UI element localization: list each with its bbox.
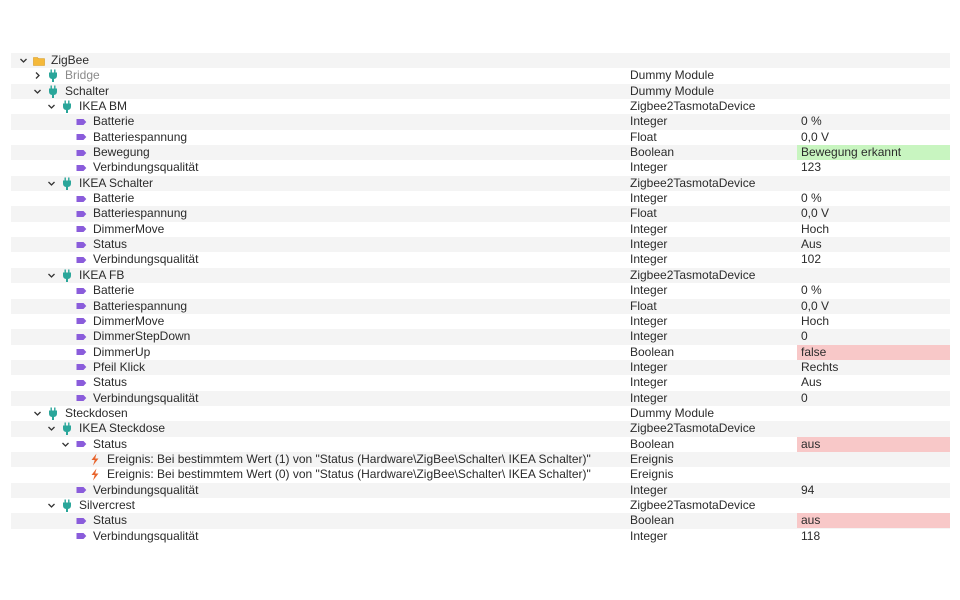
tree-row[interactable]	[11, 114, 950, 129]
object-type: Float	[630, 206, 657, 221]
object-value: 94	[801, 482, 815, 497]
variable-icon	[75, 206, 87, 221]
chevron-down-icon[interactable]	[46, 498, 56, 513]
chevron-down-icon[interactable]	[46, 99, 56, 114]
tree-row[interactable]	[11, 467, 950, 482]
object-name: Status	[93, 375, 128, 390]
object-value: 0,0 V	[801, 298, 830, 313]
object-value: 123	[801, 160, 822, 175]
object-type: Integer	[630, 252, 668, 267]
tree-row[interactable]	[11, 345, 950, 360]
tree-row[interactable]	[11, 391, 950, 406]
variable-icon	[75, 252, 87, 267]
variable-icon	[75, 329, 87, 344]
object-type: Integer	[630, 359, 668, 374]
event-icon	[89, 452, 101, 467]
object-name: Steckdosen	[65, 405, 128, 420]
variable-icon	[75, 529, 87, 544]
object-value: 0 %	[801, 191, 822, 206]
event-icon	[89, 467, 101, 482]
object-value: 0,0 V	[801, 206, 830, 221]
module-icon	[47, 406, 59, 421]
chevron-down-icon[interactable]	[46, 176, 56, 191]
object-name: Batterie	[93, 191, 135, 206]
object-value: false	[797, 345, 950, 360]
chevron-down-icon[interactable]	[46, 421, 56, 436]
object-value: 0 %	[801, 114, 822, 129]
variable-icon	[75, 145, 87, 160]
object-name: Silvercrest	[79, 497, 136, 512]
module-icon	[61, 498, 73, 513]
variable-icon	[75, 130, 87, 145]
tree-row[interactable]	[11, 498, 950, 513]
tree-row[interactable]	[11, 283, 950, 298]
object-name: IKEA Steckdose	[79, 421, 166, 436]
object-name: Batterie	[93, 114, 135, 129]
object-type: Integer	[630, 313, 668, 328]
variable-icon	[75, 483, 87, 498]
tree-row[interactable]	[11, 160, 950, 175]
object-value: 0,0 V	[801, 129, 830, 144]
object-name: Schalter	[65, 83, 110, 98]
object-type: Dummy Module	[630, 83, 715, 98]
tree-row[interactable]	[11, 483, 950, 498]
object-type: Zigbee2TasmotaDevice	[630, 267, 756, 282]
object-name: ZigBee	[51, 53, 90, 67]
object-type: Integer	[630, 329, 668, 344]
variable-icon	[75, 513, 87, 528]
tree-row[interactable]	[11, 299, 950, 314]
object-name: Batteriespannung	[93, 129, 188, 144]
object-value: Rechts	[801, 359, 839, 374]
object-name: Status	[93, 436, 128, 451]
object-name: Bewegung	[93, 145, 150, 160]
tree-row[interactable]	[11, 206, 950, 221]
tree-row[interactable]	[11, 237, 950, 252]
object-tree[interactable]	[11, 53, 950, 544]
chevron-down-icon[interactable]	[46, 268, 56, 283]
object-name: DimmerMove	[93, 313, 165, 328]
object-value: Hoch	[801, 313, 830, 328]
tree-row[interactable]	[11, 314, 950, 329]
tree-row[interactable]	[11, 145, 950, 160]
object-type: Boolean	[630, 513, 675, 528]
chevron-down-icon[interactable]	[32, 406, 42, 421]
object-type: Boolean	[630, 344, 675, 359]
object-name: IKEA FB	[79, 267, 125, 282]
tree-row[interactable]	[11, 191, 950, 206]
module-icon	[61, 268, 73, 283]
object-name: IKEA BM	[79, 99, 128, 114]
object-type: Integer	[630, 528, 668, 543]
object-value: Aus	[801, 237, 822, 252]
variable-icon	[75, 222, 87, 237]
variable-icon	[75, 191, 87, 206]
object-value: aus	[797, 437, 950, 452]
tree-row[interactable]	[11, 268, 950, 283]
tree-row[interactable]	[11, 130, 950, 145]
object-value: Aus	[801, 375, 822, 390]
object-name: Status	[93, 237, 128, 252]
object-type: Ereignis	[630, 467, 674, 482]
object-type: Boolean	[630, 145, 675, 160]
object-value: 102	[801, 252, 822, 267]
object-name: Status	[93, 513, 128, 528]
object-type: Integer	[630, 221, 668, 236]
module-icon	[61, 176, 73, 191]
object-value: 0	[801, 390, 808, 405]
tree-row[interactable]	[11, 360, 950, 375]
object-type: Integer	[630, 237, 668, 252]
object-type: Float	[630, 298, 657, 313]
object-value: aus	[797, 513, 950, 528]
tree-row[interactable]	[11, 421, 950, 436]
object-type: Integer	[630, 191, 668, 206]
variable-icon	[75, 160, 87, 175]
variable-icon	[75, 375, 87, 390]
tree-row[interactable]	[11, 406, 950, 421]
variable-icon	[75, 237, 87, 252]
object-value: 0 %	[801, 283, 822, 298]
object-name: Ereignis: Bei bestimmtem Wert (1) von "Status (Hardware\ZigBee\Schalter\ IKEA Schalter)"	[107, 451, 591, 466]
object-type: Integer	[630, 375, 668, 390]
object-name: Verbindungsqualität	[93, 482, 199, 497]
object-type: Zigbee2TasmotaDevice	[630, 175, 756, 190]
variable-icon	[75, 299, 87, 314]
variable-icon	[75, 314, 87, 329]
tree-row[interactable]	[11, 375, 950, 390]
object-name: Batteriespannung	[93, 298, 188, 313]
tree-row[interactable]	[11, 252, 950, 267]
folder-icon	[33, 53, 45, 68]
object-name: Verbindungsqualität	[93, 160, 199, 175]
object-name: DimmerMove	[93, 221, 165, 236]
tree-row[interactable]	[11, 222, 950, 237]
object-name: Bridge	[65, 68, 100, 83]
chevron-down-icon[interactable]	[32, 84, 42, 99]
object-name: DimmerUp	[93, 344, 151, 359]
object-type: Integer	[630, 482, 668, 497]
tree-row[interactable]	[11, 437, 950, 452]
variable-icon	[75, 283, 87, 298]
tree-row[interactable]	[11, 329, 950, 344]
object-name: Verbindungsqualität	[93, 528, 199, 543]
object-name: IKEA Schalter	[79, 175, 154, 190]
module-icon	[47, 84, 59, 99]
object-type: Dummy Module	[630, 405, 715, 420]
object-name: Verbindungsqualität	[93, 252, 199, 267]
tree-row[interactable]	[11, 513, 950, 528]
variable-icon	[75, 114, 87, 129]
module-icon	[47, 68, 59, 83]
object-name: Batterie	[93, 283, 135, 298]
object-type: Integer	[630, 160, 668, 175]
object-type: Zigbee2TasmotaDevice	[630, 497, 756, 512]
tree-row[interactable]	[11, 176, 950, 191]
variable-icon	[75, 360, 87, 375]
tree-row[interactable]	[11, 68, 950, 83]
tree-row[interactable]	[11, 99, 950, 114]
tree-row[interactable]	[11, 452, 950, 467]
object-value: 118	[801, 528, 821, 543]
object-type: Zigbee2TasmotaDevice	[630, 99, 756, 114]
chevron-down-icon[interactable]	[60, 437, 70, 452]
object-type: Ereignis	[630, 451, 674, 466]
object-name: Ereignis: Bei bestimmtem Wert (0) von "Status (Hardware\ZigBee\Schalter\ IKEA Schalter)"	[107, 467, 591, 482]
object-name: DimmerStepDown	[93, 329, 191, 344]
object-type: Integer	[630, 390, 668, 405]
tree-row[interactable]	[11, 53, 950, 68]
object-type: Float	[630, 129, 657, 144]
object-name: Batteriespannung	[93, 206, 188, 221]
object-name: Verbindungsqualität	[93, 390, 199, 405]
variable-icon	[75, 437, 87, 452]
object-name: Pfeil Klick	[93, 359, 146, 374]
module-icon	[61, 421, 73, 436]
object-value: Bewegung erkannt	[797, 145, 950, 160]
object-type: Integer	[630, 114, 668, 129]
object-type: Dummy Module	[630, 68, 715, 83]
chevron-down-icon[interactable]	[18, 53, 28, 68]
object-type: Zigbee2TasmotaDevice	[630, 421, 756, 436]
module-icon	[61, 99, 73, 114]
object-type: Integer	[630, 283, 668, 298]
chevron-right-icon[interactable]	[32, 68, 42, 83]
tree-row[interactable]	[11, 84, 950, 99]
object-value: 0	[801, 329, 808, 344]
tree-row[interactable]	[11, 529, 950, 544]
object-type: Boolean	[630, 436, 675, 451]
variable-icon	[75, 391, 87, 406]
object-value: Hoch	[801, 221, 830, 236]
variable-icon	[75, 345, 87, 360]
